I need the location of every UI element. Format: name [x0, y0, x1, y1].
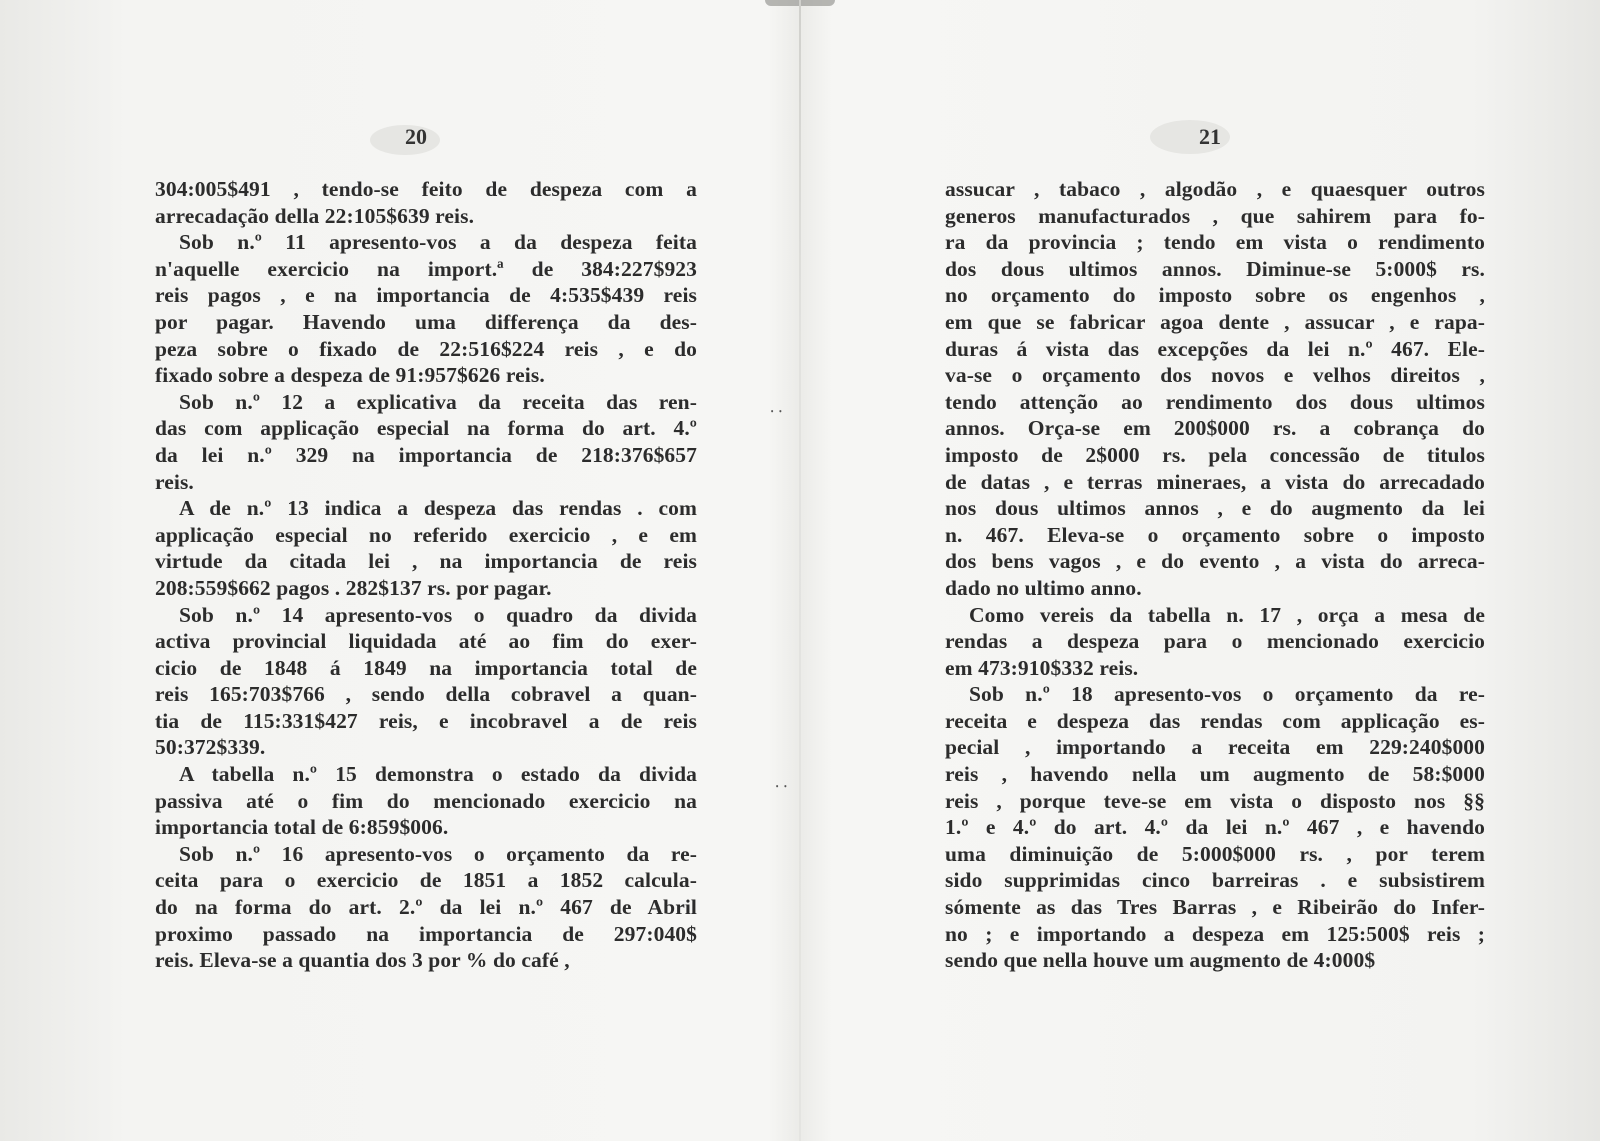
printer-mark: ⸱ ⸱ — [775, 779, 788, 796]
text-line: da lei n.º 329 na importancia de 218:376$657 — [155, 442, 697, 467]
text-line: proximo passado na importancia de 297:040$ — [155, 921, 697, 946]
page-text-right — [945, 176, 1485, 974]
text-line: annos. Orça-se em 200$000 rs. a cobrança do — [945, 416, 1485, 441]
page-text-left — [155, 176, 697, 974]
text-line: dos dous ultimos annos. Diminue-se 5:000$ rs. — [945, 256, 1485, 281]
text-line: ceita para o exercicio de 1851 a 1852 calcula- — [155, 868, 697, 893]
text-line: reis. — [155, 469, 194, 494]
text-line: A de n.º 13 indica a despeza das rendas . com — [179, 496, 697, 521]
text-line: passiva até o fim do mencionado exercicio na — [155, 788, 697, 813]
text-line: n. 467. Eleva-se o orçamento sobre o imposto — [945, 522, 1485, 547]
text-line: sómente as das Tres Barras , e Ribeirão do Infer- — [945, 895, 1485, 920]
text-line: sendo que nella houve um augmento de 4:000$ — [945, 948, 1376, 973]
text-line: virtude da citada lei , na importancia de reis — [155, 549, 697, 574]
text-line: arrecadação della 22:105$639 reis. — [155, 203, 475, 228]
page-number-right: 21 — [1199, 124, 1221, 149]
text-line: n'aquelle exercicio na import.ª de 384:227$923 — [155, 256, 697, 281]
text-line: generos manufacturados , que sahirem para fo- — [945, 203, 1485, 228]
text-line: Sob n.º 14 apresento-vos o quadro da divida — [179, 602, 697, 627]
text-line: va-se o orçamento dos novos e velhos direitos , — [945, 363, 1485, 388]
text-line: duras á vista das excepções da lei n.º 467. Ele- — [945, 336, 1485, 361]
text-line: Como vereis da tabella n. 17 , orça a mesa de — [969, 602, 1485, 627]
text-line: em que se fabricar agoa dente , assucar , e rapa- — [945, 309, 1485, 334]
text-line: nos dous ultimos annos , e do augmento da lei — [945, 496, 1485, 521]
text-line: cicio de 1848 á 1849 na importancia total de — [155, 655, 697, 680]
text-line: tendo attenção ao rendimento dos dous ultimos — [945, 389, 1485, 414]
text-line: Sob n.º 16 apresento-vos o orçamento da re- — [179, 841, 697, 866]
text-line: Sob n.º 12 a explicativa da receita das ren- — [179, 389, 697, 414]
text-line: pecial , importando a receita em 229:240$000 — [945, 735, 1485, 760]
text-line: fixado sobre a despeza de 91:957$626 reis. — [155, 363, 545, 388]
text-line: no orçamento do imposto sobre os engenhos , — [945, 283, 1485, 308]
text-line: reis. Eleva-se a quantia dos 3 por % do café , — [155, 948, 570, 973]
text-line: Sob n.º 11 apresento-vos a da despeza feita — [179, 230, 697, 255]
text-line: 1.º e 4.º do art. 4.º da lei n.º 467 , e havendo — [945, 815, 1485, 840]
text-line: por pagar. Havendo uma differença da des- — [155, 309, 697, 334]
text-line: Sob n.º 18 apresento-vos o orçamento da re- — [969, 682, 1485, 707]
text-line: dado no ultimo anno. — [945, 575, 1142, 600]
text-line: A tabella n.º 15 demonstra o estado da divida — [179, 762, 697, 787]
page-gutter — [799, 0, 801, 1141]
text-line: ra da provincia ; tendo em vista o rendimento — [945, 230, 1485, 255]
text-line: dos bens vagos , e do evento , a vista do arreca- — [945, 549, 1485, 574]
text-line: em 473:910$332 reis. — [945, 655, 1139, 680]
text-line: receita e despeza das rendas com applicação es- — [945, 708, 1485, 733]
text-line: assucar , tabaco , algodão , e quaesquer outros — [945, 177, 1485, 201]
text-line: reis 165:703$766 , sendo della cobravel a quan- — [155, 682, 697, 707]
text-line: reis , havendo nella um augmento de 58:$000 — [945, 762, 1485, 787]
page-number-left: 20 — [405, 124, 427, 149]
text-line: no ; e importando a despeza em 125:500$ reis ; — [945, 921, 1485, 946]
text-line: 50:372$339. — [155, 735, 266, 760]
text-line: uma diminuição de 5:000$000 rs. , por terem — [945, 841, 1485, 866]
text-line: das com applicação especial na forma do art. 4.º — [155, 416, 697, 441]
text-line: imposto de 2$000 rs. pela concessão de titulos — [945, 442, 1485, 467]
text-line: reis , porque teve-se em vista o disposto nos §§ — [945, 788, 1485, 813]
text-line: 208:559$662 pagos . 282$137 rs. por pagar. — [155, 575, 552, 600]
text-line: rendas a despeza para o mencionado exercicio — [945, 629, 1485, 654]
text-line: peza sobre o fixado de 22:516$224 reis , e do — [155, 336, 697, 361]
text-line: 304:005$491 , tendo-se feito de despeza com a — [155, 177, 697, 201]
text-line: tia de 115:331$427 reis, e incobravel a de reis — [155, 708, 697, 733]
text-line: activa provincial liquidada até ao fim do exer- — [155, 629, 697, 654]
printer-mark: ⸱ ⸱ — [770, 404, 783, 421]
text-line: sido supprimidas cinco barreiras . e subsistirem — [945, 868, 1485, 893]
text-line: importancia total de 6:859$006. — [155, 815, 449, 840]
text-line: do na forma do art. 2.º da lei n.º 467 de Abril — [155, 895, 697, 920]
text-line: applicação especial no referido exercicio , e em — [155, 522, 697, 547]
text-line: reis pagos , e na importancia de 4:535$439 reis — [155, 283, 697, 308]
text-line: de datas , e terras mineraes, a vista do arrecadado — [945, 469, 1485, 494]
